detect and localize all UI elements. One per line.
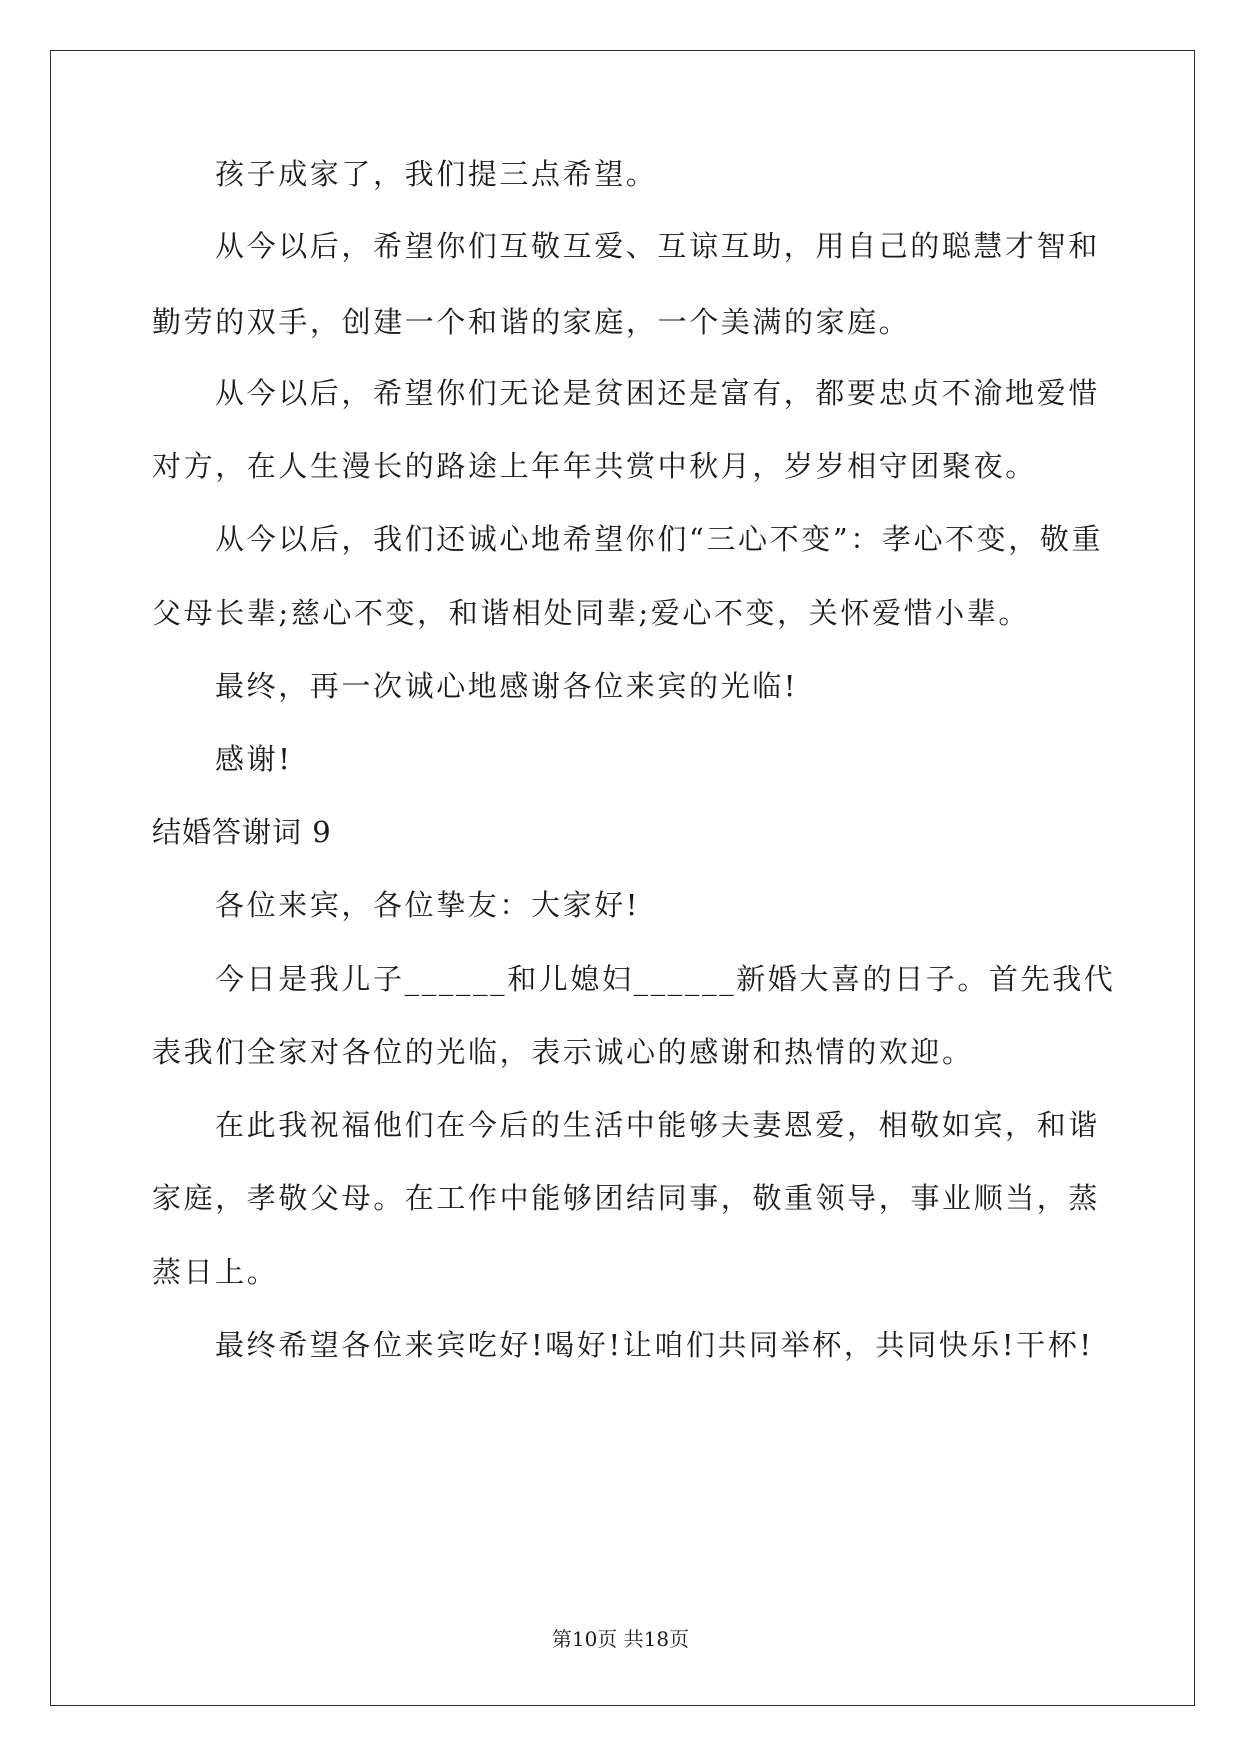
page-border <box>50 50 1195 1706</box>
paragraph-line: 在此我祝福他们在今后的生活中能够夫妻恩爱，相敬如宾，和谐 <box>215 1108 1100 1142</box>
paragraph-line: 表我们全家对各位的光临，表示诚心的感谢和热情的欢迎。 <box>152 1035 974 1069</box>
paragraph-line: 父母长辈;慈心不变，和谐相处同辈;爱心不变，关怀爱惜小辈。 <box>152 596 1030 630</box>
paragraph-line: 家庭，孝敬父母。在工作中能够团结同事，敬重领导，事业顺当，蒸 <box>152 1181 1101 1215</box>
paragraph-line: 勤劳的双手，创建一个和谐的家庭，一个美满的家庭。 <box>152 305 911 339</box>
paragraph-line: 最终希望各位来宾吃好!喝好!让咱们共同举杯，共同快乐!干杯! <box>215 1328 1094 1362</box>
section-heading: 结婚答谢词 9 <box>152 815 332 849</box>
paragraph-line: 蒸日上。 <box>152 1255 279 1289</box>
paragraph-line: 感谢! <box>215 742 293 776</box>
paragraph-line: 最终，再一次诚心地感谢各位来宾的光临! <box>215 669 799 703</box>
paragraph-line: 各位来宾，各位挚友：大家好! <box>215 888 641 922</box>
paragraph-line: 从今以后，希望你们互敬互爱、互谅互助，用自己的聪慧才智和 <box>215 229 1100 263</box>
paragraph-line: 孩子成家了，我们提三点希望。 <box>215 157 658 191</box>
paragraph-line: 从今以后，我们还诚心地希望你们“三心不变”：孝心不变，敬重 <box>215 522 1104 556</box>
page-number-footer: 第10页 共18页 <box>551 1627 690 1651</box>
paragraph-line: 从今以后，希望你们无论是贫困还是富有，都要忠贞不渝地爱惜 <box>215 376 1100 410</box>
paragraph-line: 对方，在人生漫长的路途上年年共赏中秋月，岁岁相守团聚夜。 <box>152 449 1037 483</box>
paragraph-line: 今日是我儿子______和儿媳妇______新婚大喜的日子。首先我代 <box>215 962 1116 996</box>
